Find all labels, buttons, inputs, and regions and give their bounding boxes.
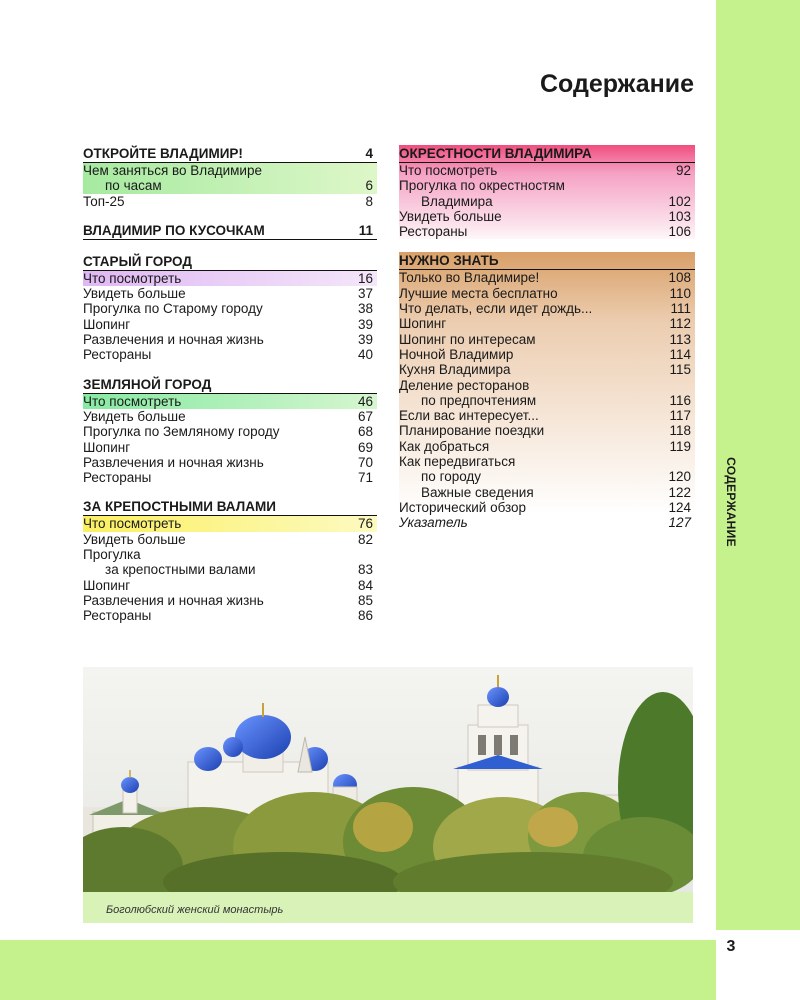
bottom-color-band — [0, 940, 716, 1000]
toc-entry-page: 37 — [357, 286, 373, 302]
toc-entry[interactable] — [83, 532, 377, 547]
section-heading[interactable] — [83, 145, 377, 163]
toc-entry[interactable] — [399, 515, 695, 530]
toc-entry-page: 120 — [668, 469, 691, 485]
toc-entry-line — [399, 209, 695, 224]
page-number-box — [716, 930, 800, 1000]
toc-entry-label: Что посмотреть — [399, 163, 498, 178]
toc-entry-label: Исторический обзор — [399, 499, 527, 515]
toc-entry[interactable] — [83, 286, 377, 301]
toc-entry-label: Увидеть больше — [83, 408, 186, 424]
toc-entry[interactable] — [83, 271, 377, 286]
toc-entry-line — [83, 194, 377, 209]
toc-entry-label: Как добраться — [399, 438, 490, 454]
toc-entry-label: Ночной Владимир — [399, 346, 514, 362]
toc-entry[interactable] — [399, 209, 695, 224]
toc-entry-page: 71 — [357, 470, 373, 486]
toc-entry-line — [399, 362, 695, 377]
toc-entry-page: 118 — [669, 423, 691, 439]
toc-entry-line — [83, 163, 377, 178]
toc-entry-page: 6 — [365, 178, 373, 194]
toc-entry-line — [399, 393, 695, 408]
toc-entry-label: Увидеть больше — [399, 208, 502, 224]
bell-tower-dome — [487, 687, 509, 707]
photo-caption: Боголюбский женский монастырь — [106, 904, 284, 916]
toc-entry-label: по городу — [421, 469, 482, 485]
toc-entry-line — [83, 178, 377, 193]
toc-entry[interactable] — [83, 394, 377, 409]
toc-entry-label: Шопинг — [83, 316, 131, 332]
toc-entry-line — [399, 469, 695, 484]
toc-entry-label: Только во Владимире! — [399, 270, 540, 286]
section-heading-label: ВЛАДИМИР ПО КУСОЧКАМ — [83, 222, 265, 238]
toc-entry-page: 38 — [357, 301, 373, 317]
toc-entry-label: Кухня Владимира — [399, 362, 511, 378]
toc-entry[interactable] — [83, 332, 377, 347]
toc-entry-line — [83, 516, 377, 531]
section-heading-page: 4 — [365, 146, 373, 161]
toc-entry-page: 112 — [669, 316, 691, 332]
toc-entry-page: 114 — [669, 346, 691, 362]
toc-entry-page: 76 — [357, 516, 373, 532]
toc-section — [83, 145, 377, 209]
toc-entry-line — [399, 347, 695, 362]
side-section-label — [722, 452, 740, 552]
page-number: 3 — [726, 938, 736, 955]
toc-entry-label: Развлечения и ночная жизнь — [83, 332, 264, 348]
toc-section — [83, 498, 377, 623]
toc-section — [399, 145, 695, 239]
toc-entry-line — [83, 301, 377, 316]
toc-entry-line — [399, 270, 695, 285]
toc-entry-label: Шопинг — [83, 439, 131, 455]
toc-entry-line — [83, 409, 377, 424]
toc-entry-label: по часам — [105, 178, 162, 194]
toc-entry[interactable] — [399, 301, 695, 316]
page-title: Содержание — [539, 70, 694, 98]
toc-entry-page: 83 — [357, 562, 373, 578]
toc-entry-page: 111 — [670, 301, 691, 317]
toc-entry[interactable] — [83, 455, 377, 470]
toc-entry-line — [83, 424, 377, 439]
toc-entry-page: 86 — [357, 608, 373, 624]
toc-entry[interactable] — [83, 194, 377, 209]
monastery-photo — [83, 667, 693, 892]
toc-entry-label: Шопинг — [399, 316, 447, 332]
toc-entry-line — [83, 532, 377, 547]
toc-entry[interactable] — [83, 547, 377, 578]
toc-entry[interactable] — [399, 454, 695, 485]
toc-entry-line — [399, 224, 695, 239]
toc-entry[interactable] — [83, 301, 377, 316]
toc-entry-page: 46 — [357, 393, 373, 409]
toc-entry-page: 127 — [668, 515, 691, 531]
toc-section — [83, 222, 377, 240]
section-heading-label: ОТКРОЙТЕ ВЛАДИМИР! — [83, 146, 243, 161]
side-label-text: СОДЕРЖАНИЕ — [724, 457, 738, 547]
toc-entry-line — [399, 316, 695, 331]
toc-entry-page: 106 — [668, 224, 691, 240]
toc-entry-page: 124 — [668, 499, 691, 515]
toc-entry-line — [399, 286, 695, 301]
toc-entry[interactable] — [83, 593, 377, 608]
toc-entry[interactable] — [83, 163, 377, 194]
toc-entry-label: Рестораны — [83, 608, 152, 624]
toc-entry-page: 39 — [357, 316, 373, 332]
toc-entry-page: 40 — [357, 347, 373, 363]
section-heading-label: ЗЕМЛЯНОЙ ГОРОД — [83, 376, 212, 392]
section-heading-label: СТАРЫЙ ГОРОД — [83, 253, 192, 269]
toc-entry-page: 103 — [668, 208, 691, 224]
toc-entry-label: Если вас интересует... — [399, 408, 539, 424]
toc-entry-label: Прогулка по Старому городу — [83, 301, 263, 317]
toc-entry-line — [83, 347, 377, 362]
section-heading[interactable] — [83, 253, 377, 271]
toc-entry-page: 67 — [357, 408, 373, 424]
toc-entry-label: Шопинг по интересам — [399, 331, 536, 347]
toc-entry-label: Прогулка — [83, 547, 141, 563]
toc-entry-page: 116 — [669, 392, 691, 408]
toc-entry[interactable] — [399, 270, 695, 285]
toc-left-column — [83, 145, 377, 637]
toc-entry-line — [399, 301, 695, 316]
toc-entry[interactable] — [399, 316, 695, 331]
toc-entry[interactable] — [399, 347, 695, 362]
toc-entry-line — [83, 455, 377, 470]
toc-entry-label: Рестораны — [83, 347, 152, 363]
toc-entry-page: 16 — [357, 270, 373, 286]
toc-entry[interactable] — [399, 332, 695, 347]
toc-entry-label: Развлечения и ночная жизнь — [83, 454, 264, 470]
toc-entry-label: Лучшие места бесплатно — [399, 285, 558, 301]
section-heading-label: ЗА КРЕПОСТНЫМИ ВАЛАМИ — [83, 499, 276, 515]
toc-entry-label: Прогулка по окрестностям — [399, 178, 565, 194]
toc-entry-label: Важные сведения — [421, 484, 534, 500]
toc-entry-line — [399, 423, 695, 438]
toc-entry-page: 110 — [669, 285, 691, 301]
section-heading-label: НУЖНО ЗНАТЬ — [399, 253, 499, 269]
toc-entry[interactable] — [83, 470, 377, 485]
toc-entry-label: Рестораны — [83, 470, 152, 486]
toc-entry-line — [399, 408, 695, 423]
toc-entry-line — [399, 515, 695, 530]
toc-entry[interactable] — [399, 500, 695, 515]
toc-entry-line — [83, 317, 377, 332]
toc-entry-label: Прогулка по Земляному городу — [83, 424, 280, 440]
toc-entry-line — [399, 439, 695, 454]
toc-entry-line — [83, 271, 377, 286]
toc-entry-line — [83, 593, 377, 608]
toc-entry[interactable] — [399, 485, 695, 500]
toc-entry-label: Что посмотреть — [83, 393, 182, 409]
toc-entry-label: Рестораны — [399, 224, 468, 240]
toc-entry[interactable] — [399, 423, 695, 438]
toc-entry-label: Что посмотреть — [83, 516, 182, 532]
toc-entry-label: Чем заняться во Владимире — [83, 163, 262, 178]
toc-entry-label: Как передвигаться — [399, 454, 516, 470]
toc-entry-label: по предпочтениям — [421, 392, 537, 408]
toc-entry-page: 85 — [357, 592, 373, 608]
section-heading-page: 11 — [358, 222, 373, 238]
toc-entry-line — [83, 440, 377, 455]
toc-entry[interactable] — [399, 439, 695, 454]
monastery-illustration — [83, 667, 693, 892]
toc-entry-page: 68 — [357, 424, 373, 440]
toc-entry-page: 8 — [365, 193, 373, 209]
toc-entry-page: 82 — [357, 531, 373, 547]
photo-figure — [83, 667, 693, 923]
toc-entry-line — [83, 578, 377, 593]
toc-entry[interactable] — [83, 409, 377, 424]
small-dome-left — [121, 777, 139, 793]
toc-entry-label: Увидеть больше — [83, 531, 186, 547]
toc-entry-label: Топ-25 — [83, 193, 125, 209]
toc-section — [83, 253, 377, 363]
toc-entry[interactable] — [399, 178, 695, 209]
toc-entry-label: Что делать, если идет дождь... — [399, 301, 593, 317]
toc-entry[interactable] — [399, 163, 695, 178]
toc-entry-label: Планирование поездки — [399, 423, 545, 439]
toc-entry-line — [83, 332, 377, 347]
toc-entry-label: Увидеть больше — [83, 286, 186, 302]
toc-entry-label: Развлечения и ночная жизнь — [83, 592, 264, 608]
toc-entry[interactable] — [83, 317, 377, 332]
toc-entry-line — [83, 394, 377, 409]
toc-entry-line — [83, 608, 377, 623]
toc-section — [399, 252, 695, 530]
toc-entry-page: 117 — [669, 408, 691, 424]
toc-entry-line — [83, 470, 377, 485]
toc-section — [83, 376, 377, 486]
toc-entry[interactable] — [399, 286, 695, 301]
toc-entry[interactable] — [83, 578, 377, 593]
toc-entry-page: 102 — [668, 193, 691, 209]
toc-entry[interactable] — [399, 408, 695, 423]
toc-entry-label: Что посмотреть — [83, 270, 182, 286]
toc-entry-line — [399, 194, 695, 209]
toc-entry-line — [399, 178, 695, 193]
toc-entry-label: за крепостными валами — [105, 562, 256, 578]
toc-entry-label: Владимира — [421, 193, 493, 209]
toc-entry-line — [83, 547, 377, 562]
section-heading[interactable] — [399, 252, 695, 270]
toc-entry[interactable] — [83, 424, 377, 439]
toc-entry-page: 119 — [669, 438, 691, 454]
toc-entry[interactable] — [83, 347, 377, 362]
toc-entry-page: 108 — [668, 270, 691, 286]
toc-entry-line — [83, 286, 377, 301]
toc-entry-page: 115 — [669, 362, 691, 378]
toc-entry-line — [399, 454, 695, 469]
section-heading[interactable] — [83, 376, 377, 394]
toc-entry-page: 84 — [357, 577, 373, 593]
toc-entry-label: Указатель — [399, 515, 468, 531]
toc-entry-line — [399, 163, 695, 178]
section-heading-label: ОКРЕСТНОСТИ ВЛАДИМИРА — [399, 146, 592, 161]
toc-entry-page: 113 — [669, 331, 691, 347]
section-heading[interactable] — [83, 222, 377, 240]
toc-entry[interactable] — [399, 362, 695, 377]
toc-entry-line — [83, 562, 377, 577]
toc-entry-line — [399, 378, 695, 393]
toc-entry-page: 39 — [357, 332, 373, 348]
toc-entry-line — [399, 332, 695, 347]
toc-entry[interactable] — [83, 608, 377, 623]
toc-entry[interactable] — [399, 224, 695, 239]
toc-entry-label: Шопинг — [83, 577, 131, 593]
toc-entry[interactable] — [399, 378, 695, 409]
toc-entry[interactable] — [83, 516, 377, 531]
toc-entry[interactable] — [83, 440, 377, 455]
section-heading[interactable] — [399, 145, 695, 163]
toc-entry-line — [399, 500, 695, 515]
toc-entry-line — [399, 485, 695, 500]
toc-entry-label: Деление ресторанов — [399, 377, 530, 393]
toc-entry-page: 122 — [668, 484, 691, 500]
toc-entry-page: 92 — [675, 163, 691, 178]
main-dome — [235, 715, 291, 759]
toc-right-column — [399, 145, 695, 544]
section-heading[interactable] — [83, 498, 377, 516]
toc-entry-page: 70 — [357, 454, 373, 470]
toc-entry-page: 69 — [357, 439, 373, 455]
